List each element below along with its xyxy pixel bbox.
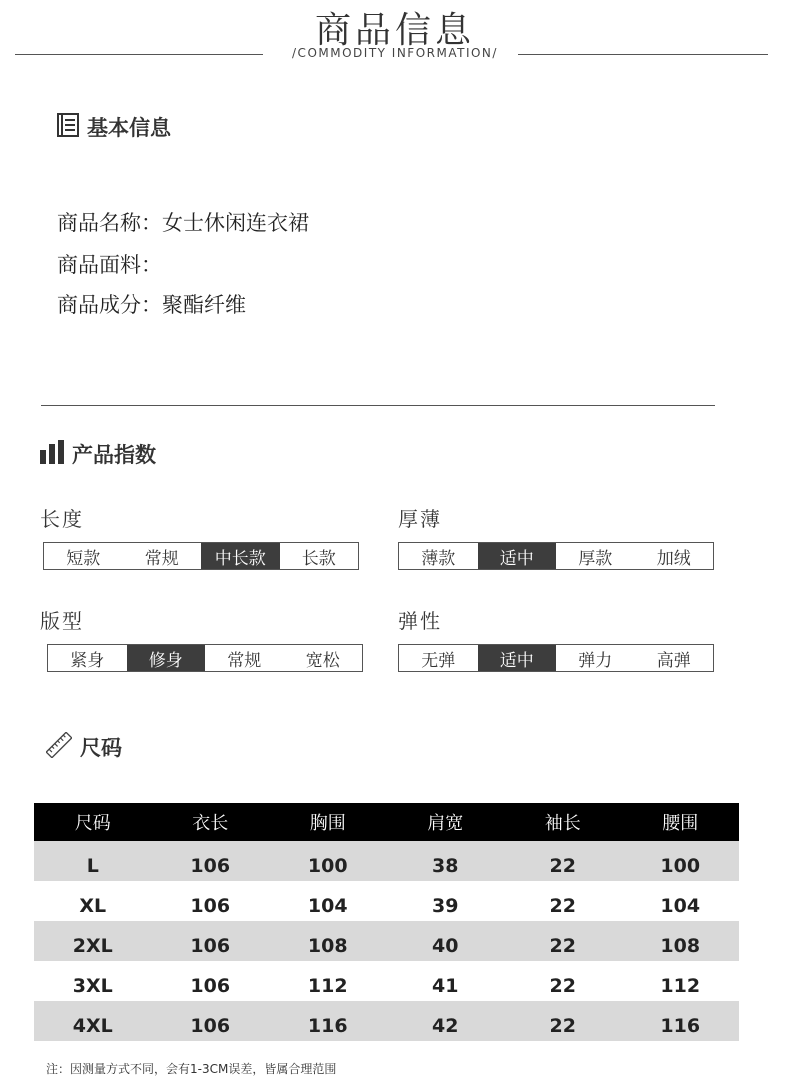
table-cell: 108 — [307, 935, 348, 957]
table-cell: 3XL — [72, 975, 113, 997]
size-note: 注：因测量方式不同，会有1-3CM误差，皆属合理范围 — [46, 1062, 337, 1076]
table-cell: 116 — [660, 1015, 701, 1037]
basic-info-title: 基本信息 — [85, 112, 174, 142]
thickness-scale — [398, 542, 714, 570]
size-heading — [46, 732, 125, 762]
length-option: 长款 — [301, 548, 336, 569]
table-cell: 41 — [432, 975, 459, 997]
elasticity-option-selected: 适中 — [478, 645, 557, 671]
table-cell: 4XL — [72, 1015, 113, 1037]
basic-info-heading — [57, 112, 174, 142]
table-cell: 22 — [549, 895, 576, 917]
elasticity-option: 弹力 — [578, 650, 613, 671]
table-cell: L — [86, 855, 99, 877]
page-subtitle: /COMMODITY INFORMATION/ — [292, 46, 498, 60]
table-cell: 112 — [307, 975, 348, 997]
table-cell: 22 — [549, 975, 576, 997]
product-fabric-line: 商品面料： — [57, 253, 162, 277]
table-cell: 106 — [190, 935, 231, 957]
table-cell: 104 — [660, 895, 701, 917]
table-row — [34, 841, 739, 881]
length-scale — [43, 542, 359, 570]
table-cell: 116 — [307, 1015, 348, 1037]
bar-chart-icon — [40, 440, 64, 468]
table-cell: 106 — [190, 895, 231, 917]
column-header: 肩宽 — [427, 813, 464, 834]
table-cell: 106 — [190, 855, 231, 877]
thickness-option: 厚款 — [578, 548, 613, 569]
table-row — [34, 1001, 739, 1041]
product-index-heading — [40, 439, 159, 469]
product-index-title: 产品指数 — [70, 439, 159, 469]
table-cell: 2XL — [72, 935, 113, 957]
table-cell: 100 — [307, 855, 348, 877]
fit-option-selected: 修身 — [127, 645, 206, 671]
table-cell: 104 — [307, 895, 348, 917]
table-row — [34, 921, 739, 961]
column-header: 衣长 — [192, 813, 229, 834]
size-title: 尺码 — [78, 732, 125, 762]
table-cell: 22 — [549, 1015, 576, 1037]
fit-label: 版型 — [40, 609, 84, 633]
table-cell: 106 — [190, 1015, 231, 1037]
document-icon — [57, 113, 79, 141]
column-header: 腰围 — [662, 813, 699, 834]
elasticity-label: 弹性 — [398, 609, 442, 633]
product-composition-line: 商品成分：聚酯纤维 — [57, 293, 246, 317]
table-cell: 40 — [432, 935, 459, 957]
page-title: 商品信息 — [314, 10, 475, 51]
table-cell: 42 — [432, 1015, 459, 1037]
table-cell: 39 — [432, 895, 459, 917]
section-divider — [41, 405, 715, 406]
size-table — [34, 803, 739, 1041]
fit-scale — [47, 644, 363, 672]
table-row — [34, 961, 739, 1001]
length-option: 短款 — [66, 548, 101, 569]
table-cell: 22 — [549, 855, 576, 877]
thickness-option: 加绒 — [656, 548, 691, 569]
table-cell: XL — [79, 895, 107, 917]
table-cell: 22 — [549, 935, 576, 957]
table-cell: 108 — [660, 935, 701, 957]
table-cell: 100 — [660, 855, 701, 877]
size-table-header — [34, 803, 739, 841]
column-header: 胸围 — [309, 813, 346, 834]
column-header: 尺码 — [74, 813, 111, 834]
thickness-option-selected: 适中 — [478, 543, 557, 569]
column-header: 袖长 — [544, 813, 581, 834]
table-row — [34, 881, 739, 921]
length-option-selected: 中长款 — [201, 543, 280, 569]
fit-option: 常规 — [227, 650, 262, 671]
thickness-label: 厚薄 — [398, 507, 442, 531]
ruler-icon — [46, 732, 72, 762]
elasticity-option: 无弹 — [421, 650, 456, 671]
elasticity-scale — [398, 644, 714, 672]
fit-option: 紧身 — [70, 650, 105, 671]
table-cell: 106 — [190, 975, 231, 997]
fit-option: 宽松 — [305, 650, 340, 671]
product-name-line: 商品名称：女士休闲连衣裙 — [57, 211, 309, 235]
table-cell: 38 — [432, 855, 459, 877]
thickness-option: 薄款 — [421, 548, 456, 569]
length-option: 常规 — [144, 548, 179, 569]
length-label: 长度 — [40, 507, 84, 531]
table-cell: 112 — [660, 975, 701, 997]
elasticity-option: 高弹 — [656, 650, 691, 671]
